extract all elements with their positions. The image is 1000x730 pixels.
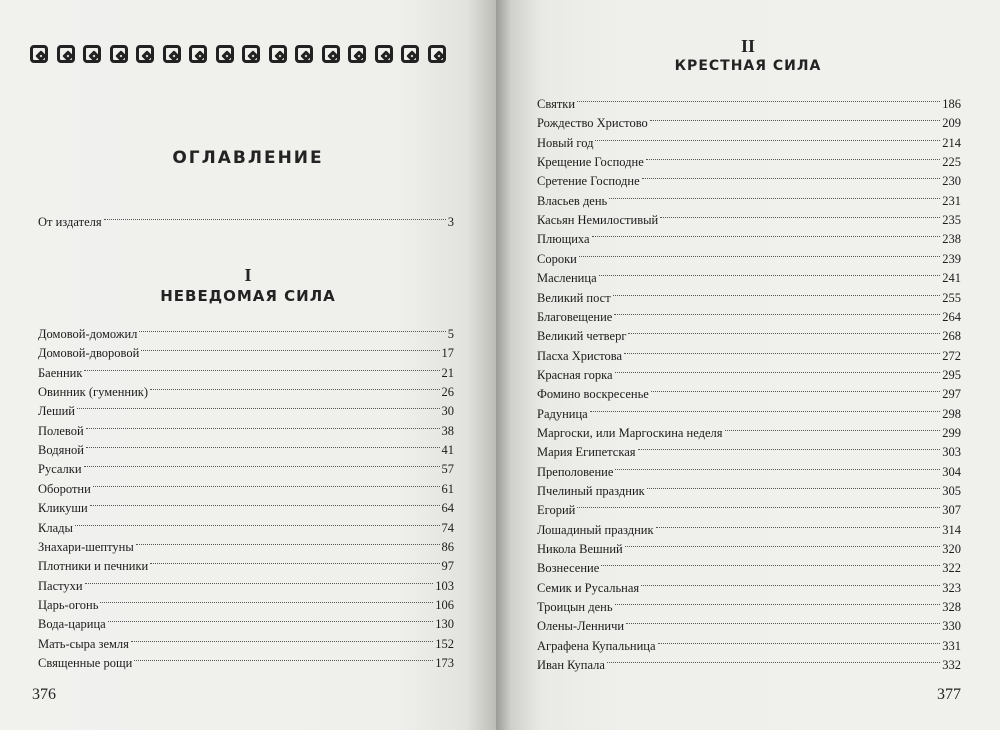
toc-entry — [537, 172, 961, 190]
entry-title: Русалки — [38, 462, 82, 477]
toc-entry — [38, 383, 454, 401]
toc-entry — [38, 480, 454, 498]
toc-entry — [537, 405, 961, 423]
entry-title: Егорий — [537, 503, 576, 518]
entry-title: Лошадиный праздник — [537, 522, 654, 537]
entry-title: Олены-Ленничи — [537, 619, 625, 634]
rosette-icon — [322, 45, 340, 63]
leader-dots — [599, 274, 941, 276]
entry-title: Сретение Господне — [537, 174, 640, 189]
ornament-band — [30, 43, 446, 65]
entry-title: Новый год — [537, 135, 594, 150]
entry-page: 330 — [942, 619, 961, 634]
toc-entry — [537, 559, 961, 577]
toc-entry — [537, 366, 961, 384]
entry-title: Красная горка — [537, 367, 613, 382]
entry-title: Великий пост — [537, 290, 611, 305]
entry-title: Никола Вешний — [537, 542, 623, 557]
entry-page: 297 — [942, 387, 961, 402]
entry-page: 214 — [942, 135, 961, 150]
entry-page: 209 — [942, 116, 961, 131]
leader-dots — [656, 526, 941, 528]
section-title: НЕВЕДОМАЯ СИЛА — [160, 287, 336, 305]
leader-dots — [658, 642, 941, 644]
rosette-icon — [242, 45, 260, 63]
leader-dots — [615, 371, 941, 373]
toc-entry — [537, 153, 961, 171]
entry-title: Знахари-шептуны — [38, 539, 134, 554]
entry-page: 255 — [942, 290, 961, 305]
leader-dots — [86, 427, 440, 429]
leader-dots — [100, 601, 433, 603]
entry-title: Полевой — [38, 423, 84, 438]
entry-page: 268 — [942, 329, 961, 344]
leader-dots — [615, 468, 940, 470]
entry-title: Домовой-доможил — [38, 327, 138, 341]
entry-title: Домовой-дворовой — [38, 346, 140, 361]
rosette-icon — [295, 45, 313, 63]
entry-title: Мать-сыра земля — [38, 636, 129, 651]
leader-dots — [85, 582, 434, 584]
entry-title: Великий четверг — [537, 329, 627, 344]
entry-page: 238 — [942, 232, 961, 247]
entry-page: 64 — [441, 501, 454, 516]
leader-dots — [638, 448, 941, 450]
page-number: 376 — [32, 686, 56, 703]
toc-entry — [537, 347, 961, 365]
entry-page: 272 — [942, 348, 961, 363]
toc-entry — [38, 402, 454, 420]
rosette-icon — [189, 45, 207, 63]
entry-page: 314 — [942, 522, 961, 537]
leader-dots — [75, 524, 440, 526]
entry-page: 323 — [942, 580, 961, 595]
entry-title: Преполовение — [537, 464, 614, 479]
entry-title: Власьев день — [537, 193, 608, 208]
entry-page: 152 — [435, 636, 454, 651]
leader-dots — [650, 119, 940, 121]
entry-title: Семик и Русальная — [537, 580, 640, 595]
leader-dots — [651, 390, 940, 392]
entry-page: 173 — [435, 655, 454, 670]
leader-dots — [104, 218, 446, 220]
entry-page: 61 — [441, 481, 454, 496]
entry-title: Клады — [38, 520, 73, 535]
entry-page: 86 — [441, 539, 454, 554]
entry-title: Аграфена Купальница — [537, 638, 656, 653]
entry-title: Касьян Немилостивый — [537, 213, 659, 228]
toc-entry — [38, 538, 454, 556]
toc-entry — [38, 344, 454, 362]
leader-dots — [614, 313, 940, 315]
entry-title: Леший — [38, 404, 75, 419]
toc-entry — [38, 577, 454, 595]
entry-title: Масленица — [537, 271, 597, 286]
leader-dots — [647, 487, 941, 489]
entry-title: Царь-огонь — [38, 597, 99, 612]
entry-page: 74 — [441, 520, 454, 535]
rosette-icon — [136, 45, 154, 63]
entry-page: 17 — [441, 346, 454, 361]
toc-entry — [38, 596, 454, 614]
leader-dots — [615, 603, 941, 605]
entry-title: Иван Купала — [537, 658, 605, 673]
entry-page: 295 — [942, 367, 961, 382]
toc-entry — [537, 540, 961, 558]
leader-dots — [660, 216, 940, 218]
entry-page: 97 — [441, 559, 454, 574]
toc-entry — [537, 579, 961, 597]
entry-title: Плющиха — [537, 232, 590, 247]
rosette-icon — [348, 45, 366, 63]
entry-title: Плотники и печники — [38, 559, 149, 574]
entry-page: 57 — [441, 462, 454, 477]
entry-page: 3 — [447, 215, 454, 229]
toc-entry — [537, 501, 961, 519]
entry-title: От издателя — [38, 215, 102, 229]
leader-dots — [579, 255, 940, 257]
toc-entry — [537, 134, 961, 152]
leader-dots — [141, 349, 439, 351]
rosette-icon — [428, 45, 446, 63]
toc-entry — [38, 422, 454, 440]
toc-entry — [537, 250, 961, 268]
toc-entry — [38, 615, 454, 633]
leader-dots — [108, 620, 434, 622]
toc-entry — [537, 617, 961, 635]
section-numeral: II — [740, 36, 755, 56]
section-title: КРЕСТНАЯ СИЛА — [674, 58, 822, 74]
toc-entry — [537, 230, 961, 248]
leader-dots — [131, 640, 433, 642]
toc-entry — [537, 308, 961, 326]
entry-title: Кликуши — [38, 501, 88, 516]
leader-dots — [646, 158, 940, 160]
entry-page: 41 — [441, 443, 454, 458]
rosette-icon — [110, 45, 128, 63]
entry-title: Мария Египетская — [537, 445, 636, 460]
toc-entry — [38, 499, 454, 517]
rosette-icon — [30, 45, 48, 63]
toc-entry-intro — [38, 213, 454, 231]
entry-page: 328 — [942, 600, 961, 615]
leader-dots — [642, 177, 941, 179]
entry-page: 332 — [942, 658, 961, 673]
entry-page: 239 — [942, 251, 961, 266]
leader-dots — [624, 352, 940, 354]
toc-entry — [537, 95, 961, 113]
leader-dots — [577, 506, 940, 508]
entry-title: Пастухи — [38, 578, 83, 593]
entry-page: 322 — [942, 561, 961, 576]
leader-dots — [93, 485, 440, 487]
leader-dots — [592, 235, 941, 237]
entry-page: 299 — [942, 425, 961, 440]
leader-dots — [595, 139, 940, 141]
toc-entry — [537, 211, 961, 229]
entry-page: 231 — [942, 193, 961, 208]
entry-title: Крещение Господне — [537, 155, 644, 170]
toc-entry — [38, 364, 454, 382]
toc-title: ОГЛАВЛЕНИЕ — [172, 148, 324, 168]
entry-page: 235 — [942, 213, 961, 228]
rosette-icon — [163, 45, 181, 63]
entry-page: 103 — [435, 578, 454, 593]
entry-title: Оборотни — [38, 481, 91, 496]
toc-entry — [537, 385, 961, 403]
toc-entry — [38, 325, 454, 343]
entry-page: 303 — [942, 445, 961, 460]
leader-dots — [139, 330, 445, 332]
leader-dots — [625, 545, 941, 547]
leader-dots — [609, 197, 940, 199]
rosette-icon — [269, 45, 287, 63]
entry-title: Радуница — [537, 406, 588, 421]
entry-page: 38 — [441, 423, 454, 438]
leader-dots — [628, 332, 940, 334]
toc-entry — [537, 289, 961, 307]
toc-entry — [537, 424, 961, 442]
toc-entry — [537, 637, 961, 655]
leader-dots — [136, 543, 440, 545]
toc-entry — [537, 269, 961, 287]
toc-entry — [537, 656, 961, 674]
toc-entry — [537, 192, 961, 210]
entry-page: 305 — [942, 484, 961, 498]
toc-entry — [38, 635, 454, 653]
entry-page: 298 — [942, 406, 961, 421]
rosette-icon — [83, 45, 101, 63]
entry-title: Святки — [537, 97, 576, 111]
leader-dots — [134, 659, 433, 661]
entry-page: 26 — [441, 385, 454, 400]
entry-page: 304 — [942, 464, 961, 479]
entry-title: Благовещение — [537, 309, 613, 324]
leader-dots — [613, 294, 941, 296]
leader-dots — [607, 661, 940, 663]
entry-page: 331 — [942, 638, 961, 653]
entry-title: Овинник (гуменник) — [38, 385, 149, 400]
entry-title: Сороки — [537, 251, 577, 266]
toc-entry — [537, 463, 961, 481]
toc-entry — [38, 460, 454, 478]
entry-page: 186 — [942, 97, 961, 111]
entry-page: 264 — [942, 309, 961, 324]
toc-entry — [537, 598, 961, 616]
leader-dots — [90, 504, 440, 506]
toc-entry — [537, 521, 961, 539]
leader-dots — [86, 446, 440, 448]
rosette-icon — [216, 45, 234, 63]
rosette-icon — [57, 45, 75, 63]
entry-title: Троицын день — [537, 600, 613, 615]
toc-entry — [537, 114, 961, 132]
entry-title: Пасха Христова — [537, 348, 623, 363]
entry-page: 106 — [435, 597, 454, 612]
toc-entry — [537, 327, 961, 345]
leader-dots — [84, 369, 439, 371]
entry-page: 241 — [942, 271, 961, 286]
toc-entry — [38, 654, 454, 672]
entry-title: Вода-царица — [38, 617, 106, 632]
entry-page: 307 — [942, 503, 961, 518]
leader-dots — [77, 407, 440, 409]
leader-dots — [590, 410, 941, 412]
rosette-icon — [401, 45, 419, 63]
entry-page: 130 — [435, 617, 454, 632]
entry-title: Рождество Христово — [537, 116, 648, 131]
toc-entry — [38, 557, 454, 575]
toc-entry — [537, 443, 961, 461]
entry-page: 30 — [441, 404, 454, 419]
toc-entry — [38, 441, 454, 459]
page-number: 377 — [937, 686, 961, 703]
entry-title: Пчелиный праздник — [537, 484, 645, 498]
entry-title: Водяной — [38, 443, 84, 458]
entry-title: Баенник — [38, 365, 83, 380]
leader-dots — [150, 388, 439, 390]
left-page — [0, 0, 496, 730]
leader-dots — [601, 564, 940, 566]
entry-title: Маргоски, или Маргоскина неделя — [537, 425, 723, 440]
rosette-icon — [375, 45, 393, 63]
entry-page: 5 — [447, 327, 454, 341]
leader-dots — [641, 584, 940, 586]
entry-page: 225 — [942, 155, 961, 170]
toc-entry — [38, 519, 454, 537]
section-numeral: I — [244, 265, 252, 285]
leader-dots — [84, 465, 440, 467]
leader-dots — [150, 562, 439, 564]
entry-title: Вознесение — [537, 561, 600, 576]
entry-page: 320 — [942, 542, 961, 557]
toc-entry — [537, 482, 961, 500]
entry-page: 21 — [441, 365, 454, 380]
leader-dots — [577, 100, 940, 102]
entry-page: 230 — [942, 174, 961, 189]
entry-title: Фомино воскресенье — [537, 387, 649, 402]
entry-title: Священные рощи — [38, 655, 133, 670]
leader-dots — [725, 429, 941, 431]
leader-dots — [626, 622, 940, 624]
